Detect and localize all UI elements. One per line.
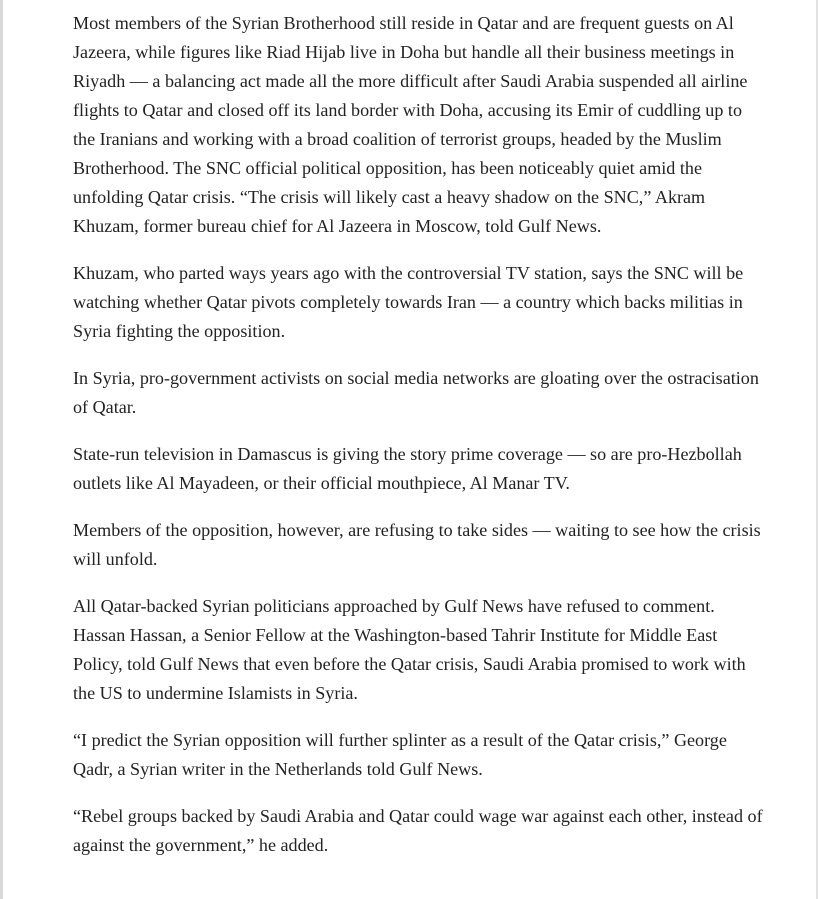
article-paragraph: Khuzam, who parted ways years ago with the controversial TV station, says the SNC will be watching whether Qatar pivots completely towards Iran — a country which backs militias in Syria fighting the opposition. [73, 263, 744, 341]
article-paragraph: Most members of the Syrian Brotherhood still reside in Qatar and are frequent guests on Al Jazeera, while figures like Riad Hijab live in Doha but handle all their business meetings in Riyadh — a balancing act made all the more difficult after Saudi Arabia suspended all airline flights to Qatar and closed off its land border with Doha, accusing its Emir of cuddling up to the Iranians and working with a broad coalition of terrorist groups, headed by the Muslim Brotherhood. The SNC official political opposition, has been noticeably quiet amid the unfolding Qatar crisis. “The crisis will likely cast a heavy shadow on the SNC,” Akram Khuzam, former bureau chief for Al Jazeera in Moscow, told Gulf News. [73, 13, 748, 236]
article-paragraph: All Qatar-backed Syrian politicians approached by Gulf News have refused to comment. Hassan Hassan, a Senior Fellow at the Washington-based Tahrir Institute for Middle East Policy, told Gulf News that even before the Qatar crisis, Saudi Arabia promised to work with the US to undermine Islamists in Syria. [73, 596, 746, 703]
left-border-rule [0, 0, 3, 899]
article-paragraph: “I predict the Syrian opposition will further splinter as a result of the Qatar crisis,” George Qadr, a Syrian writer in the Netherlands told Gulf News. [73, 730, 727, 779]
article-paragraph: Members of the opposition, however, are refusing to take sides — waiting to see how the crisis will unfold. [73, 520, 761, 569]
article-paragraph: In Syria, pro-government activists on social media networks are gloating over the ostracisation of Qatar. [73, 368, 759, 417]
article-paragraph: State-run television in Damascus is giving the story prime coverage — so are pro-Hezbollah outlets like Al Mayadeen, or their official mouthpiece, Al Manar TV. [73, 444, 742, 493]
article-paragraph: “Rebel groups backed by Saudi Arabia and Qatar could wage war against each other, instead of against the government,” he added. [73, 806, 763, 855]
article-body [73, 9, 763, 878]
